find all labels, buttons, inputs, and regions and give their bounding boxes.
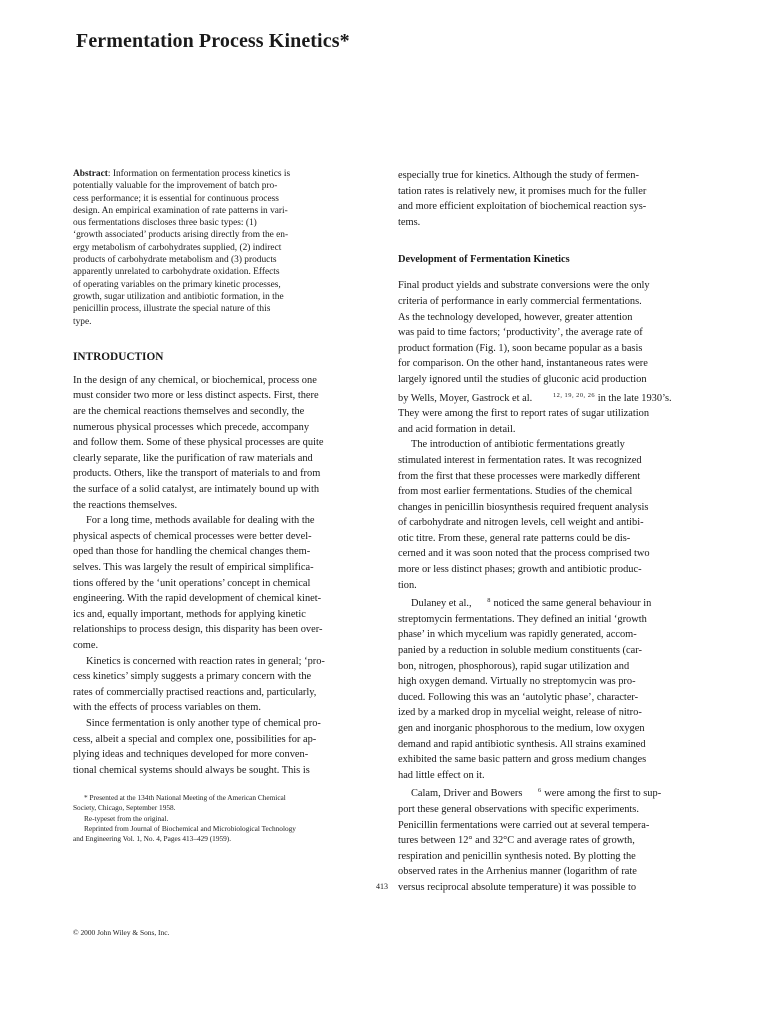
text-line: more or less distinct phases; growth and antibiotic produc- bbox=[398, 564, 642, 576]
text-line: Since fermentation is only another type of chemical pro- bbox=[86, 717, 321, 729]
abstract-line: products of carbohydrate metabolism and (3) products bbox=[73, 255, 277, 266]
citation-ref: 12, 19, 20, 26 bbox=[552, 391, 596, 399]
text-line: changes in penicillin biosynthesis required frequent analysis bbox=[398, 501, 649, 513]
text-line: tems. bbox=[398, 216, 421, 228]
footnote-line: Society, Chicago, September 1958. bbox=[73, 803, 176, 813]
abstract-line: ous fermentations discloses three basic types: (1) bbox=[73, 218, 257, 229]
footnotes bbox=[73, 793, 333, 844]
citation-ref: 6 bbox=[537, 787, 542, 795]
text-line: Penicillin fermentations were carried out at several tempera- bbox=[398, 819, 650, 831]
paragraph bbox=[73, 654, 325, 716]
left-column bbox=[73, 168, 325, 778]
abstract-line: ‘growth associated’ products arising directly from the en- bbox=[73, 230, 289, 241]
text-line: had little effect on it. bbox=[398, 769, 485, 781]
page-number: 413 bbox=[376, 882, 388, 891]
text-line: of carbohydrate and nitrogen levels, cell weight and antibi- bbox=[398, 517, 644, 529]
abstract-line: Abstract: Information on fermentation process kinetics is bbox=[73, 169, 291, 179]
abstract-line: cess performance; it is essential for continuous process bbox=[73, 193, 279, 204]
text-line: versus reciprocal absolute temperature) it was possible to bbox=[398, 881, 637, 893]
text-line: tions offered by the ‘unit operations’ concept in chemical bbox=[73, 577, 311, 589]
text-line: plying ideas and techniques developed for more conven- bbox=[73, 749, 309, 761]
section-heading: Development of Fermentation Kinetics bbox=[398, 254, 570, 266]
abstract-line: type. bbox=[73, 316, 92, 327]
abstract-line: potentially valuable for the improvement of batch pro- bbox=[73, 181, 278, 192]
text-line: with the effects of process variables on them. bbox=[73, 702, 261, 714]
paragraph bbox=[398, 593, 690, 783]
footnote-line: * Presented at the 134th National Meeting of the American Chemical bbox=[84, 793, 286, 802]
text-line: and more efficient exploitation of biochemical reaction sys- bbox=[398, 201, 647, 213]
abstract-line: ergy metabolism of carbohydrates supplied, (2) indirect bbox=[73, 242, 282, 253]
text-line: relationships to process design, this disparity has been over- bbox=[73, 624, 323, 636]
copyright-notice: © 2000 John Wiley & Sons, Inc. bbox=[73, 928, 170, 937]
text-line: cess, albeit a special and complex one, possibilities for ap- bbox=[73, 733, 317, 745]
text-line: from most earlier fermentations. Studies of the chemical bbox=[398, 486, 633, 498]
text-line: Final product yields and substrate conversions were the only bbox=[398, 280, 650, 292]
paragraph bbox=[398, 783, 690, 895]
text-line: demand and rapid antibiotic synthesis. All strains examined bbox=[398, 738, 646, 750]
abstract-line: penicillin process, illustrate the special nature of this bbox=[73, 304, 271, 315]
text-line: In the design of any chemical, or biochemical, process one bbox=[73, 374, 317, 386]
paragraph bbox=[398, 278, 690, 437]
text-line: tional chemical systems should always be sought. This is bbox=[73, 764, 310, 776]
text-line: must consider two more or less distinct aspects. First, there bbox=[73, 390, 319, 402]
paragraph bbox=[398, 437, 690, 593]
text-line: come. bbox=[73, 639, 99, 651]
text-line: tion. bbox=[398, 579, 417, 591]
article-title: Fermentation Process Kinetics* bbox=[76, 30, 350, 52]
text-line: largely ignored until the studies of gluconic acid production bbox=[398, 373, 647, 385]
text-line: clearly separate, like the purification of raw materials and bbox=[73, 452, 313, 464]
text-line: observed rates in the Arrhenius manner (logarithm of rate bbox=[398, 866, 637, 878]
text-line: exhibited the same basic pattern and gross medium changes bbox=[398, 754, 647, 766]
text-line: product formation (Fig. 1), soon became popular as a basis bbox=[398, 342, 643, 354]
text-line: cerned and it was soon noted that the process comprised two bbox=[398, 548, 650, 560]
paragraph bbox=[73, 373, 325, 513]
text-line: and acid formation in detail. bbox=[398, 423, 516, 435]
text-line: ics and, equally important, methods for applying kinetic bbox=[73, 608, 306, 620]
text-line: oped than those for handling the chemical changes them- bbox=[73, 546, 311, 558]
abstract-line: apparently unrelated to carbohydrate oxidation. Effects bbox=[73, 267, 280, 278]
text-line: They were among the first to report rates of sugar utilization bbox=[398, 408, 650, 420]
abstract-line: design. An empirical examination of rate patterns in vari- bbox=[73, 205, 288, 216]
text-line: cess kinetics’ simply suggests a primary concern with the bbox=[73, 671, 312, 683]
text-line: are the chemical reactions themselves and secondly, the bbox=[73, 406, 305, 418]
text-line: and follow them. Some of these physical processes are quite bbox=[73, 437, 324, 449]
text-line: numerous physical processes which precede, accompany bbox=[73, 421, 310, 433]
abstract-line: of operating variables on the primary kinetic processes, bbox=[73, 279, 281, 290]
text-line: Calam, Driver and Bowers $^6$ were among the first to sup- bbox=[411, 787, 662, 800]
text-line: especially true for kinetics. Although the study of fermen- bbox=[398, 170, 639, 181]
text-line: tation rates is relatively new, it promises much for the fuller bbox=[398, 185, 647, 197]
text-line: For a long time, methods available for dealing with the bbox=[86, 515, 315, 527]
text-line: from the first that these processes were markedly different bbox=[398, 470, 641, 482]
citation-ref: 8 bbox=[487, 597, 491, 605]
text-line: rates of commercially practised reactions and, particularly, bbox=[73, 686, 317, 698]
text-line: selves. This was largely the result of empirical simplifica- bbox=[73, 561, 314, 573]
text-line: As the technology developed, however, greater attention bbox=[398, 311, 633, 323]
text-line: the reactions themselves. bbox=[73, 499, 178, 511]
text-line: respiration and penicillin synthesis noted. By plotting the bbox=[398, 850, 636, 862]
paragraph bbox=[73, 716, 325, 778]
text-line: physical aspects of chemical processes were better devel- bbox=[73, 530, 312, 542]
text-line: The introduction of antibiotic fermentations greatly bbox=[411, 439, 625, 451]
text-line: engineering. With the rapid development of chemical kinet- bbox=[73, 593, 322, 605]
text-line: Kinetics is concerned with reaction rates in general; ‘pro- bbox=[86, 655, 325, 667]
paragraph bbox=[73, 513, 325, 653]
text-line: otic titre. From these, general rate patterns could be dis- bbox=[398, 532, 631, 544]
text-line: Dulaney et al., $^8$ noticed the same general behaviour in bbox=[411, 597, 652, 610]
text-line: bon, nitrogen, phosphorous), rapid sugar utilization and bbox=[398, 660, 630, 672]
text-line: high oxygen demand. Virtually no streptomycin was pro- bbox=[398, 676, 636, 688]
text-line: criteria of performance in early commercial fermentations. bbox=[398, 295, 642, 307]
text-line: by Wells, Moyer, Gastrock et al. $^{12, 19, 20, 26}$ in the late 1930’s. bbox=[398, 391, 672, 404]
footnote-line: and Engineering Vol. 1, No. 4, Pages 413–429 (1959). bbox=[73, 834, 232, 844]
text-line: products. Others, like the transport of materials to and from bbox=[73, 468, 321, 480]
text-line: was paid to time factors; ‘productivity’, the average rate of bbox=[398, 327, 643, 339]
footnote-line: Re-typeset from the original. bbox=[84, 813, 169, 823]
text-line: phase’ in which mycelium was rapidly generated, accom- bbox=[398, 629, 637, 641]
text-line: port these general observations with specific experiments. bbox=[398, 803, 639, 815]
text-line: streptomycin fermentations. They defined an initial ‘growth bbox=[398, 613, 647, 625]
text-line: gen and inorganic phosphorous to the medium, low oxygen bbox=[398, 723, 645, 734]
text-line: panied by a reduction in soluble medium constituents (car- bbox=[398, 645, 642, 657]
introduction-heading: INTRODUCTION bbox=[73, 350, 164, 363]
right-column bbox=[398, 168, 690, 896]
text-line: the surface of a solid catalyst, are intimately bound up with bbox=[73, 484, 320, 496]
abstract bbox=[73, 168, 325, 328]
text-line: tures between 12° and 32°C and average rates of growth, bbox=[398, 835, 635, 847]
abstract-line: growth, sugar utilization and antibiotic formation, in the bbox=[73, 291, 284, 302]
text-line: stimulated interest in fermentation rates. It was recognized bbox=[398, 454, 642, 466]
text-line: ized by a marked drop in mycelial weight, release of nitro- bbox=[398, 707, 642, 719]
text-line: for comparison. On the other hand, instantaneous rates were bbox=[398, 358, 648, 370]
abstract-label: Abstract bbox=[73, 169, 108, 179]
text-line: duced. Following this was an ‘autolytic phase’, character- bbox=[398, 691, 639, 703]
introduction-body bbox=[73, 373, 325, 778]
footnote-line: Reprinted from Journal of Biochemical and Microbiological Technology bbox=[84, 823, 296, 833]
